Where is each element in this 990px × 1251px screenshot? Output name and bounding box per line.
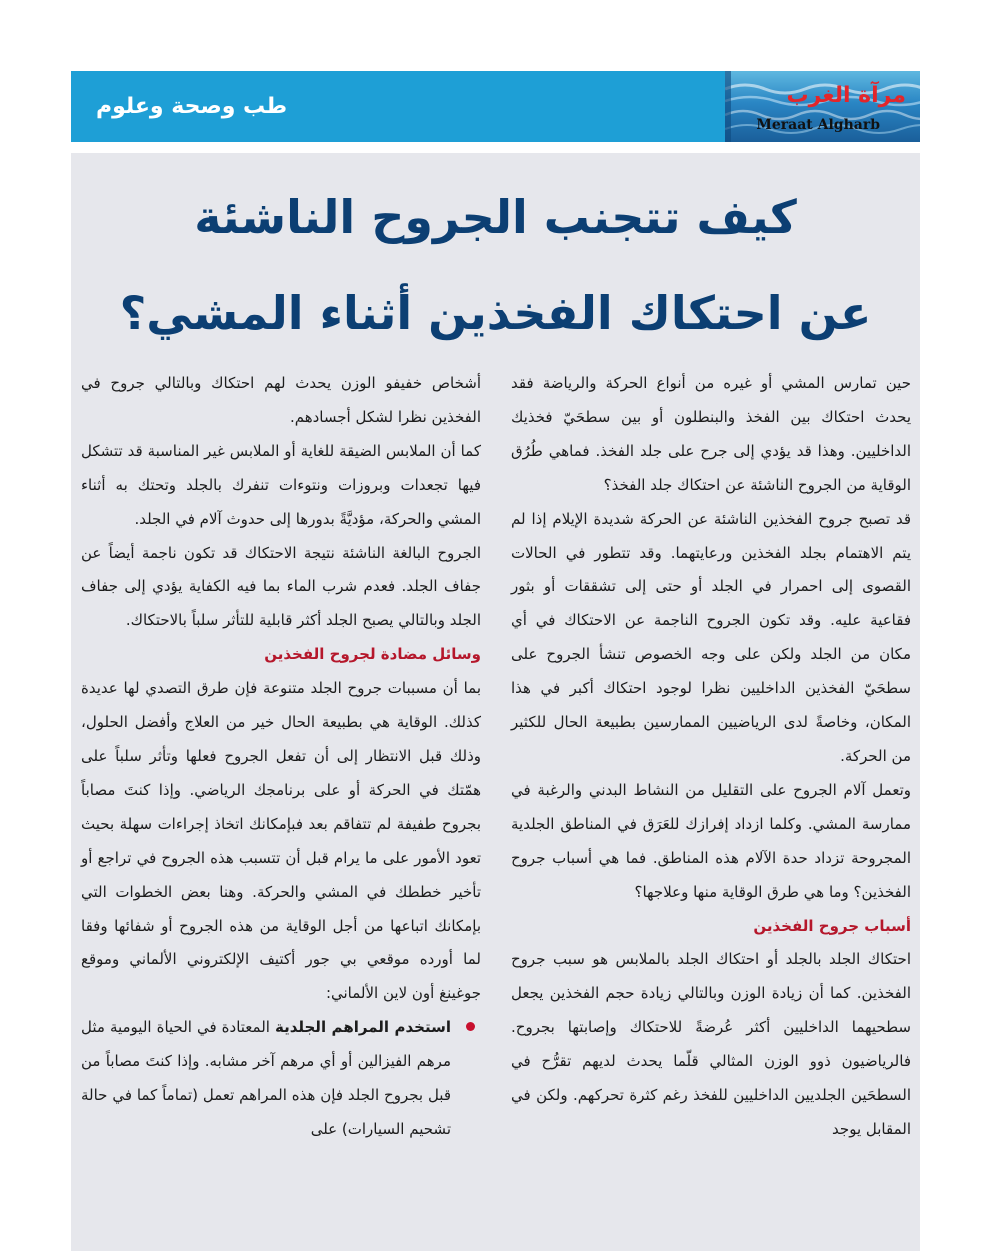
paragraph: قد تصبح جروح الفخذين الناشئة عن الحركة شديدة الإيلام إذا لم يتم الاهتمام بجلد الفخذين ورعايتهما. وقد تتطور في الحالات القصوى إلى احمرار في الجلد أو حتى إلى تشققات أو بثور فقاعية عليه. وقد تكون الجروح الناجمة عن الاحتكاك في أي مكان من الجلد ولكن على وجه الخصوص تنشأ الجروح على سطحَيّ الفخذين الداخليين نظرا لوجود احتكاك أكبر في هذا المكان، وخاصةً لدى الرياضيين الممارسين بطبيعة الحال للكثير من الحركة. [511,509,911,765]
page-header [71,71,920,142]
paragraph: كما أن الملابس الضيقة للغاية أو الملابس غير المناسبة قد تتشكل فيها تجعدات وبروزات ونتوءات تنفرك بالجلد وتحتك به أثناء المشي والحركة، مؤديَّةً بدورها إلى حدوث آلام في الجلد. [81,441,481,528]
paragraph: الجروح البالغة الناشئة نتيجة الاحتكاك قد تكون ناجمة أيضاً عن جفاف الجلد. فعدم شرب الماء بما فيه الكفاية يؤدي إلى جفاف الجلد وبالتالي يصبح الجلد أكثر قابلية للتأثر سلباً بالاحتكاك. [81,543,481,630]
paragraph: أشخاص خفيفو الوزن يحدث لهم احتكاك وبالتالي جروح في الفخذين نظرا لشكل أجسادهم. [81,374,481,426]
subheading: أسباب جروح الفخذين [753,916,911,935]
title-line-1: كيف تتجنب الجروح الناشئة [194,190,797,244]
publication-logo [725,71,920,142]
title-line-2: عن احتكاك الفخذين أثناء المشي؟ [119,286,872,340]
paragraph: حين تمارس المشي أو غيره من أنواع الحركة والرياضة فقد يحدث احتكاك بين الفخذ والبنطلون أو بين سطحَيّ فخذيك الداخليين. وهذا قد يؤدي إلى جرح على جلد الفخذ. فماهي طُرُق الوقاية من الجروح الناشئة عن احتكاك جلد الفخذ؟ [511,374,911,494]
subheading: وسائل مضادة لجروح الفخذين [264,645,481,664]
left-column [81,367,481,1147]
article-body [71,153,920,1251]
logo-english-text: Meraat Algharb [756,117,880,133]
paragraph: بما أن مسببات جروح الجلد متنوعة فإن طرق التصدي لها عديدة كذلك. الوقاية هي بطبيعة الحال خير من العلاج وأفضل الحلول، وذلك قبل الانتظار إلى أن تفعل الجروح فعلها وتأثر سلباً على همّتك في الحركة أو على برنامجك الرياضي. وإذا كنتَ مصاباً بجروح طفيفة لم تتفاقم بعد فبإمكانك اتخاذ إجراءات سهلة بحيث تعود الأمور على ما يرام قبل أن تتسبب هذه الجروح في تراجع أو تأخير خططك في المشي والحركة. وهنا بعض الخطوات التي بإمكانك اتباعها من أجل الوقاية من هذه الجروح أو شفائها وفقا لما أورده موقعي بي جور أكتيف الإلكتروني الألماني وموقع جوغينغ أون لاين الألماني: [81,679,481,1003]
bullet-text: المعتادة في الحياة اليومية مثل مرهم الفيزالين أو أي مرهم آخر مشابه. وإذا كنتَ مصاباً من قبل بجروح الجلد فإن هذه المراهم تعمل (تماماً كما في حالة تشحيم السيارات) على [81,1018,451,1138]
paragraph: احتكاك الجلد بالجلد أو احتكاك الجلد بالملابس هو سبب جروح الفخذين. كما أن زيادة الوزن وبالتالي زيادة حجم الفخذين يجعل سطحيهما الداخليين أكثر عُرضةً للاحتكاك وإصابتها بجروح. فالرياضيون ذوو الوزن المثالي قلّما يحدث لديهم تقرُّح في السطحَين الجلديين الداخليين للفخذ رغم كثرة تحركهم. ولكن في المقابل يوجد [511,950,911,1138]
logo-arabic-text: مرآة الغرب [786,83,906,108]
bullet-icon [466,1022,475,1031]
paragraph: وتعمل آلام الجروح على التقليل من النشاط البدني والرغبة في ممارسة المشي. وكلما ازداد إفرازك للعَرَق في المناطق الجلدية المجروحة تزداد حدة الآلام هذه المناطق. فما هي أسباب جروح الفخذين؟ وما هي طرق الوقاية منها وعلاجها؟ [511,780,911,901]
bullet-list-item [81,1011,481,1147]
right-column [511,367,911,1147]
section-label: طب وصحة وعلوم [96,94,288,119]
article-title [71,169,920,361]
bullet-term: استخدم المراهم الجلدية [274,1018,451,1037]
